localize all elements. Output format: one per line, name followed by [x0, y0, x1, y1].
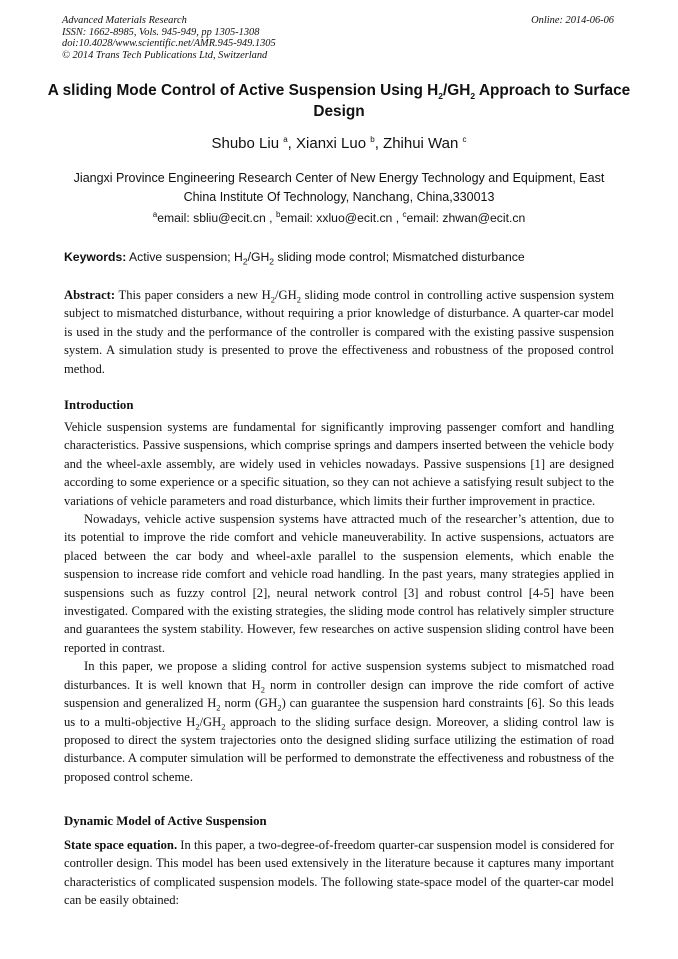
introduction-body: [64, 418, 614, 786]
abstract: Abstract: This paper considers a new $H_2/GH_2$ sliding mode control in controlling active suspension system subject to mismatched disturbance, without requiring a prior knowledge of disturbance. A quarter-car model is used in the study and the performance of the controller is compared with the existing passive suspension system. A simulation study is presented to prove the effectiveness and robustness of the proposed control method.: [64, 288, 614, 376]
affiliation: Jiangxi Province Engineering Research Center of New Energy Technology and Equipment, East China Institute Of Technology, Nanchang, China,330013: [73, 171, 605, 204]
paragraph: Nowadays, vehicle active suspension systems have attracted much of the researcher’s attention, due to its potential to improve the ride comfort and vehicle maneuverability. In active suspensions, actuators are placed between the car body and wheel-axle parallel to the suspension elements, which enable the suspension to increase ride comfort and vehicle road handling. In the past years, many strategies applied in suspensions such as fuzzy control [2], neural network control [3] and robust control [4-5] have been investigated. Compared with the existing strategies, the sliding mode control has relatively simpler structure and guarantees the system stability. However, few researches on active suspension sliding control have been reported in contrast.: [64, 512, 614, 655]
online-date: Online: 2014-06-06: [531, 15, 614, 26]
paragraph: In this paper, we propose a sliding control for active suspension systems subject to mismatched road disturbances. It is well known that $H_2$ norm in controller design can improve the ride comfort of active suspension and generalized $H_2$ norm $(GH_2)$ can guarantee the suspension hard constraints [6]. So this leads us to a multi-objective $H_2/GH_2$ approach to the sliding surface design. Moreover, a sliding control law is proposed to direct the system trajectories onto the designed sliding surface utilizing the estimation of road disturbance. A computer simulation will be performed to demonstrate the effectiveness and robustness of the proposed control scheme.: [64, 659, 615, 784]
abstract-label: Abstract:: [64, 288, 116, 302]
paragraph: Vehicle suspension systems are fundamental for significantly improving passenger comfort and handling characteristics. Passive suspensions, which comprise springs and dampers inserted between the vehicle body and the wheel-axle assembly, are widely used in vehicles nowadays. Passive suspensions [1] are designed according to some experience or a specific situation, so they can not achieve a satisfying result subject to the variations of vehicle parameters and road disturbance, which limits their further improvement in practice.: [64, 420, 614, 508]
paper-title: A sliding Mode Control of Active Suspension Using $H_2/GH_2$ Approach to Surface Design: [47, 82, 631, 120]
section-heading-introduction: Introduction: [64, 398, 134, 412]
author-name: Shubo Liu: [211, 135, 284, 152]
keywords-label: Keywords:: [64, 250, 127, 264]
email: email: sbliu@ecit.cn: [157, 211, 266, 225]
author-list: Shubo Liu $^a$, Xianxi Luo $^b$, Zhihui Wan $^c$: [211, 135, 467, 152]
journal-name: Advanced Materials Research: [62, 15, 187, 26]
section-heading-dynamic-model: Dynamic Model of Active Suspension: [64, 814, 267, 828]
journal-doi: doi:10.4028/www.scientific.net/AMR.945-949.1305: [62, 38, 276, 50]
email: email: xxluo@ecit.cn: [280, 211, 393, 225]
journal-issn: ISSN: 1662-8985, Vols. 945-949, pp 1305-1308: [62, 26, 260, 38]
email-list: $^a$email: sbliu@ecit.cn , $^b$email: xxluo@ecit.cn , $^c$email: zhwan@ecit.cn: [152, 209, 526, 225]
author-name: Xianxi Luo: [296, 135, 371, 152]
dynamic-model-body: State space equation. In this paper, a two-degree-of-freedom quarter-car suspension model is considered for controller design. This model has been used extensively in the literature because it captures many important characteristics of complicated suspension models. The following state-space model of the quarter-car model can be easily obtained:: [64, 838, 614, 908]
subsection-label: State space equation.: [64, 838, 178, 852]
journal-info: [62, 15, 276, 61]
email: email: zhwan@ecit.cn: [406, 211, 526, 225]
journal-copyright: © 2014 Trans Tech Publications Ltd, Switzerland: [62, 49, 268, 61]
author-name: Zhihui Wan: [383, 135, 463, 152]
keywords: Keywords: Active suspension; $H_2/GH_2$ sliding mode control; Mismatched disturbance: [64, 250, 525, 267]
